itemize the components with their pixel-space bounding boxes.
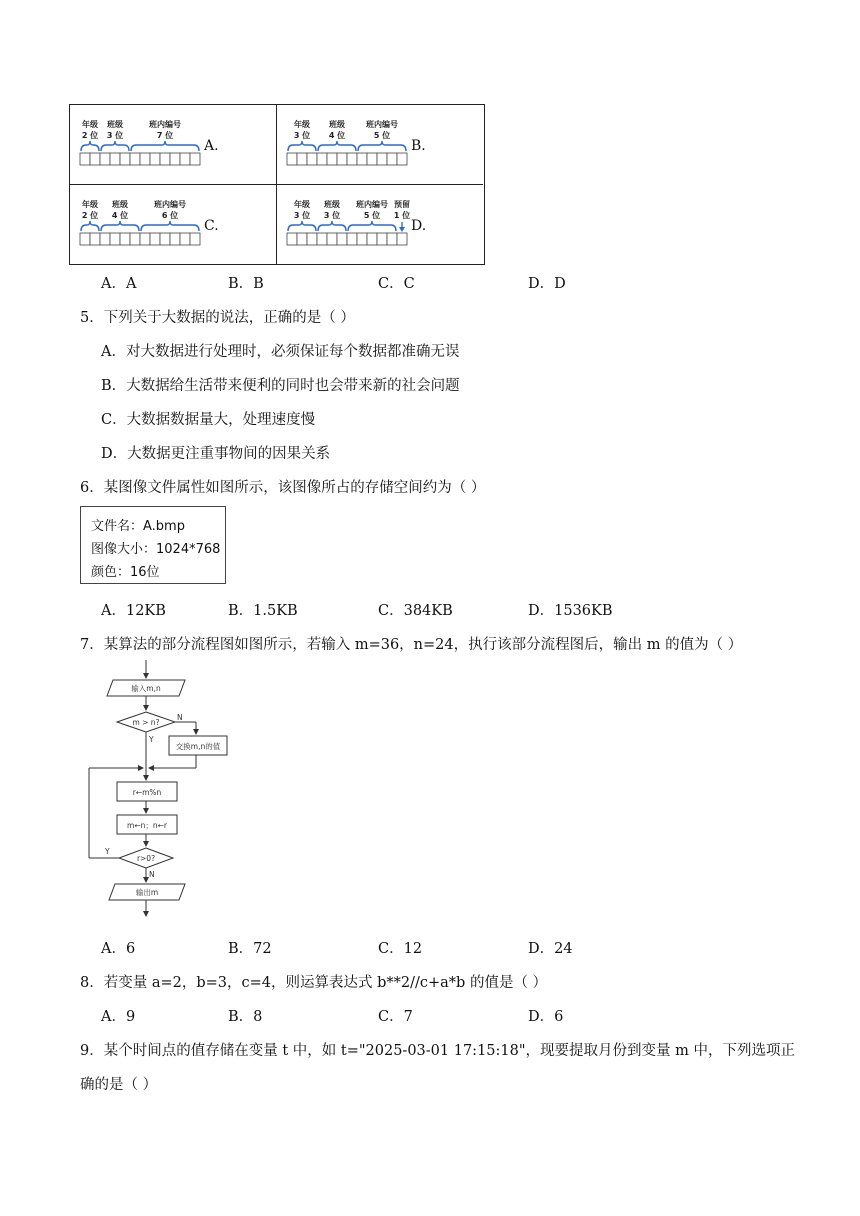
bit-cell — [160, 233, 170, 245]
bit-cell — [180, 153, 190, 165]
field-brace — [288, 141, 316, 151]
q6-option-a[interactable]: A．12KB — [101, 603, 166, 619]
q8-option-d[interactable]: D．6 — [528, 1009, 564, 1025]
color-depth: 颜色：16位 — [91, 565, 160, 580]
field-brace — [101, 141, 129, 151]
q6-stem: 6．某图像文件属性如图所示，该图像所占的存储空间约为（ ） — [80, 480, 486, 496]
scheme-letter: A. — [204, 138, 219, 154]
bit-cell — [90, 153, 100, 165]
field-label: 年级 — [294, 120, 310, 129]
q4-option-d[interactable]: D．D — [528, 276, 566, 292]
bit-cell — [347, 233, 357, 245]
bit-cell — [80, 153, 90, 165]
q8-option-b[interactable]: B．8 — [228, 1009, 263, 1025]
field-label: 班级 — [329, 120, 345, 129]
field-bit-count: 3 位 — [293, 131, 311, 140]
bit-cell — [327, 233, 337, 245]
field-bit-count: 6 位 — [161, 211, 179, 220]
field-brace — [81, 221, 99, 231]
field-brace — [101, 221, 139, 231]
file-name: 文件名：A.bmp — [91, 519, 185, 534]
q4-option-b[interactable]: B．B — [228, 276, 264, 292]
field-bit-count: 5 位 — [363, 211, 381, 220]
bit-cell — [150, 153, 160, 165]
bit-cell — [367, 233, 377, 245]
field-brace — [288, 221, 316, 231]
field-label: 年级 — [82, 120, 98, 129]
bit-cell — [337, 233, 347, 245]
bit-cell — [287, 233, 297, 245]
scheme-a-diagram — [70, 105, 276, 184]
file-properties-box — [80, 506, 226, 584]
bit-cell — [90, 233, 100, 245]
q7-option-b[interactable]: B．72 — [228, 941, 272, 957]
image-size: 图像大小：1024*768 — [91, 542, 221, 557]
field-label: 班级 — [107, 120, 123, 129]
bit-cell — [317, 233, 327, 245]
bit-cell — [160, 153, 170, 165]
field-brace — [81, 141, 99, 151]
q5-option-b[interactable]: B．大数据给生活带来便利的同时也会带来新的社会问题 — [101, 378, 460, 394]
yes-label-2: Y — [105, 847, 110, 856]
field-brace — [318, 221, 346, 231]
no-label-1: N — [177, 713, 183, 722]
scheme-d-diagram — [277, 185, 483, 264]
field-label: 班内编号 — [149, 120, 181, 129]
field-label: 班内编号 — [366, 120, 398, 129]
q9-stem-line2: 确的是（ ） — [80, 1077, 158, 1093]
field-bit-count: 2 位 — [81, 211, 99, 220]
scheme-c-diagram — [70, 185, 276, 264]
q4-option-a[interactable]: A．A — [101, 276, 137, 292]
field-label: 年级 — [82, 200, 98, 209]
bit-cell — [357, 233, 367, 245]
field-brace — [141, 221, 199, 231]
scheme-letter: D. — [411, 218, 427, 234]
field-bit-count: 5 位 — [373, 131, 391, 140]
q8-stem: 8．若变量 a=2，b=3，c=4，则运算表达式 b**2//c+a*b 的值是（ ） — [80, 975, 548, 991]
scheme-letter: C. — [204, 218, 219, 234]
field-bit-count: 4 位 — [328, 131, 346, 140]
bit-cell — [80, 233, 90, 245]
bit-cell — [337, 153, 347, 165]
field-bit-count: 2 位 — [81, 131, 99, 140]
encoding-scheme-a — [70, 105, 277, 185]
bit-cell — [170, 233, 180, 245]
field-brace — [131, 141, 199, 151]
bit-cell — [397, 153, 407, 165]
bit-cell — [110, 153, 120, 165]
bit-cell — [297, 233, 307, 245]
bit-cell — [307, 153, 317, 165]
bit-cell — [190, 233, 200, 245]
field-brace — [358, 141, 406, 151]
encoding-scheme-c — [70, 185, 277, 264]
condition-2-label: r>0? — [136, 854, 156, 863]
scheme-letter: B. — [411, 138, 426, 154]
bit-cell — [297, 153, 307, 165]
q5-option-a[interactable]: A．对大数据进行处理时，必须保证每个数据都准确无误 — [101, 344, 460, 360]
q6-option-d[interactable]: D．1536KB — [528, 603, 613, 619]
field-bit-count: 3 位 — [293, 211, 311, 220]
field-bit-count: 4 位 — [111, 211, 129, 220]
q5-stem: 5．下列关于大数据的说法，正确的是（ ） — [80, 310, 355, 326]
q7-stem: 7．某算法的部分流程图如图所示，若输入 m=36，n=24，执行该部分流程图后，输出 m 的值为（ ） — [80, 637, 743, 653]
swap-label: 交换m,n的值 — [175, 742, 221, 751]
q7-option-a[interactable]: A．6 — [101, 941, 136, 957]
field-brace — [348, 221, 396, 231]
bit-cell — [130, 153, 140, 165]
bit-cell — [170, 153, 180, 165]
field-bit-count: 3 位 — [323, 211, 341, 220]
condition-1-label: m > n? — [132, 718, 160, 727]
input-label: 输入m,n — [131, 684, 161, 693]
no-label-2: N — [149, 870, 155, 879]
bit-cell — [100, 233, 110, 245]
field-bit-count: 7 位 — [156, 131, 174, 140]
bit-cell — [180, 233, 190, 245]
bit-cell — [367, 153, 377, 165]
flowchart — [85, 660, 245, 920]
reserve-arrowhead — [399, 227, 405, 232]
bit-cell — [100, 153, 110, 165]
bit-cell — [110, 233, 120, 245]
q5-option-d[interactable]: D．大数据更注重事物间的因果关系 — [101, 446, 331, 462]
q9-stem-line1: 9．某个时间点的值存储在变量 t 中，如 t="2025-03-01 17:15:18"，现要提取月份到变量 m 中，下列选项正 — [80, 1043, 795, 1059]
assign-label: m←n；n←r — [127, 821, 167, 830]
bit-cell — [347, 153, 357, 165]
q7-option-c[interactable]: C．12 — [378, 941, 423, 957]
encoding-options-figure — [69, 104, 485, 265]
scheme-b-diagram — [277, 105, 483, 184]
remainder-label: r←m%n — [132, 788, 162, 797]
bit-cell — [317, 153, 327, 165]
q8-option-a[interactable]: A．9 — [101, 1009, 136, 1025]
output-label: 输出m — [135, 888, 159, 897]
q5-option-c[interactable]: C．大数据数据量大，处理速度慢 — [101, 412, 316, 428]
q8-option-c[interactable]: C．7 — [378, 1009, 413, 1025]
bit-cell — [140, 233, 150, 245]
field-bit-count: 1 位 — [393, 211, 411, 220]
bit-cell — [357, 153, 367, 165]
bit-cell — [150, 233, 160, 245]
encoding-scheme-d — [277, 185, 483, 264]
field-label: 年级 — [294, 200, 310, 209]
q6-option-c[interactable]: C．384KB — [378, 603, 453, 619]
bit-cell — [387, 153, 397, 165]
encoding-scheme-b — [277, 105, 483, 185]
field-label: 班内编号 — [356, 200, 388, 209]
q7-option-d[interactable]: D．24 — [528, 941, 573, 957]
field-label: 班级 — [324, 200, 340, 209]
bit-cell — [387, 233, 397, 245]
q4-option-c[interactable]: C．C — [378, 276, 415, 292]
bit-cell — [327, 153, 337, 165]
bit-cell — [377, 153, 387, 165]
bit-cell — [130, 233, 140, 245]
bit-cell — [397, 233, 407, 245]
field-label: 班内编号 — [154, 200, 186, 209]
bit-cell — [120, 233, 130, 245]
bit-cell — [287, 153, 297, 165]
bit-cell — [377, 233, 387, 245]
field-label: 预留 — [394, 200, 410, 209]
bit-cell — [140, 153, 150, 165]
bit-cell — [190, 153, 200, 165]
q6-option-b[interactable]: B．1.5KB — [228, 603, 298, 619]
yes-label-1: Y — [149, 735, 154, 744]
field-bit-count: 3 位 — [106, 131, 124, 140]
field-label: 班级 — [112, 200, 128, 209]
bit-cell — [307, 233, 317, 245]
bit-cell — [120, 153, 130, 165]
field-brace — [318, 141, 356, 151]
